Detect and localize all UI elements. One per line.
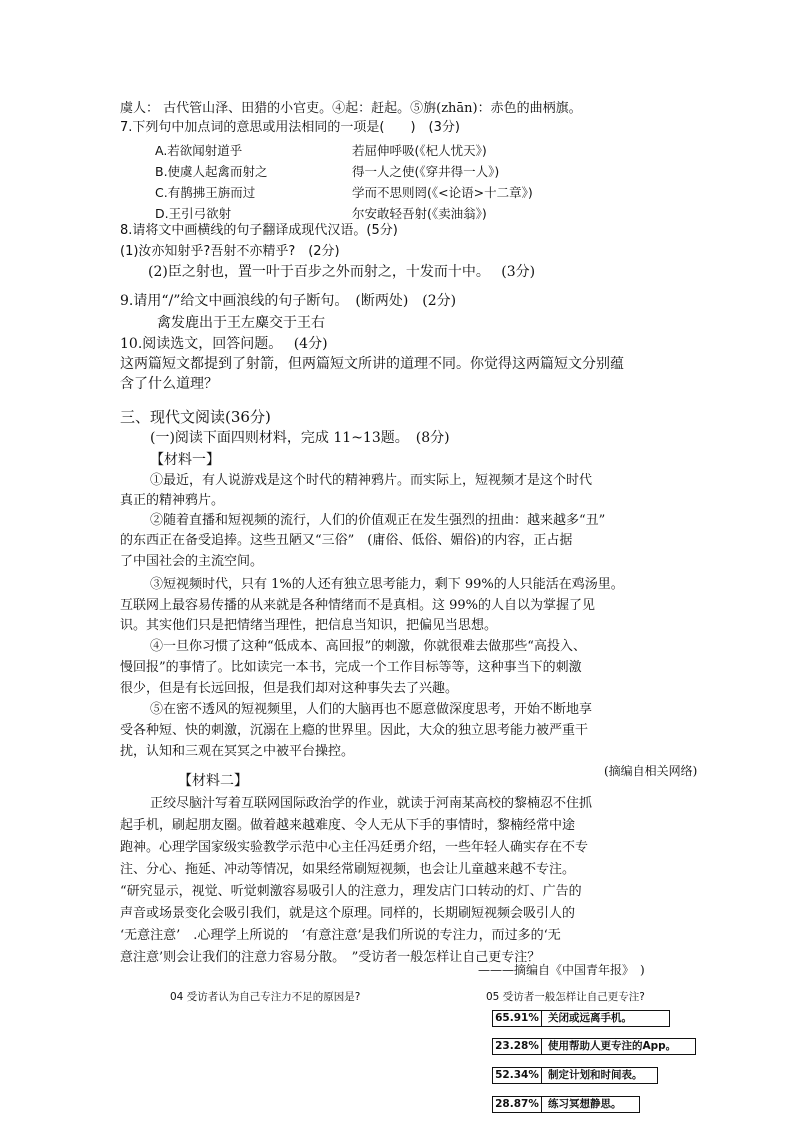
text-line: 慢回报”的事情了。比如读完一本书，完成一个工作目标等等，这种事当下的刺激: [120, 660, 582, 675]
text-line: 正绞尽脑汁写着互联网国际政治学的作业，就读于河南某高校的黎楠忍不住抓: [150, 796, 593, 811]
survey-item-percent: 23.28%: [492, 1038, 542, 1055]
survey-item: [492, 1067, 658, 1084]
text-line: 这两篇短文都提到了射箭，但两篇短文所讲的道理不同。你觉得这两篇短文分别蕴: [120, 356, 624, 372]
text-line: 8.请将文中画横线的句子翻译成现代汉语。(5分): [120, 223, 398, 238]
option-b-left: B.使虞人起禽而射之: [155, 164, 268, 179]
survey-item: [492, 1096, 640, 1113]
text-line: 起手机，刷起朋友圈。做着越来越难度、令人无从下手的事情时，黎楠经常中途: [120, 818, 576, 833]
material-two-source: ———摘编自《中国青年报》 ): [478, 963, 645, 977]
survey-question-04: 04 受访者认为自己专注力不足的原因是?: [170, 991, 361, 1003]
text-line: 互联网上最容易传播的从来就是各种情绪而不是真相。这 99%的人自以为掌握了见: [120, 598, 596, 613]
option-c-right: 学而不思则罔(《<论语>十二章》): [352, 185, 533, 200]
text-line: ⑤在密不透风的短视频里，人们的大脑再也不愿意做深度思考，开始不断地享: [150, 702, 593, 717]
survey-question-05: 05 受访者一般怎样让自己更专注?: [486, 991, 645, 1003]
survey-item-label: 关闭或远离手机。: [542, 1010, 670, 1027]
text-line: 注、分心、拖延、冲动等情况，如果经常刷短视频，也会让儿童越来越不专注。: [120, 862, 576, 877]
option-a-left: A.若欲闻射道乎: [155, 143, 243, 158]
text-line: ①最近，有人说游戏是这个时代的精神鸦片。而实际上，短视频才是这个时代: [150, 473, 593, 488]
survey-item-label: 使用帮助人更专注的App。: [542, 1038, 696, 1055]
text-line: 很少，但是有长远回报，但是我们却对这种事失去了兴趣。: [120, 681, 459, 696]
option-d-left: D.王引弓欲射: [155, 206, 232, 221]
option-a-right: 若屈伸呼吸(《杞人忧天》): [352, 143, 487, 158]
text-line: ③短视频时代，只有 1%的人还有独立思考能力，剩下 99%的人只能活在鸡汤里。: [150, 577, 624, 592]
text-line: 受各种短、快的刺激，沉溺在上瘾的世界里。因此，大众的独立思考能力被严重干: [120, 723, 589, 738]
text-line: (2)臣之射也，置一叶于百步之外而射之，十发而十中。 (3分): [148, 264, 536, 280]
text-line: 禽发鹿出于王左麋交于王右: [157, 315, 325, 331]
text-line: (1)汝亦知射乎?吾射不亦精乎? (2分): [120, 244, 340, 259]
text-line: 真正的精神鸦片。: [120, 493, 225, 508]
text-line: 虞人： 古代管山泽、田猎的小官吏。④起：赶起。⑤旃(zhān)：赤色的曲柄旗。: [120, 101, 582, 116]
text-line: (一)阅读下面四则材料，完成 11~13题。 (8分): [150, 430, 450, 446]
text-line: 意注意’则会让我们的注意力容易分散。 ”受访者一般怎样让自己更专注？: [120, 950, 541, 965]
option-c-left: C.有鹊拂王旃而过: [155, 185, 256, 200]
survey-item-percent: 65.91%: [492, 1010, 542, 1027]
text-line: 了中国社会的主流空间。: [120, 554, 264, 569]
text-line: ‘无意注意’ .心理学上所说的 ‘有意注意’是我们所说的专注力，而过多的‘无: [120, 928, 561, 943]
text-line: 跑神。心理学国家级实验教学示范中心主任冯廷勇介绍，一些年轻人确实存在不专: [120, 840, 589, 855]
text-line: 【材料一】: [150, 452, 220, 468]
option-d-right: 尔安敢轻吾射(《卖油翁》): [352, 206, 487, 221]
material-one-source: (摘编自相关网络): [604, 764, 698, 778]
survey-item-percent: 28.87%: [492, 1096, 542, 1113]
survey-item: [492, 1010, 670, 1027]
text-line: 的东西正在备受追捧。这些丑陋又“三俗” (庸俗、低俗、媚俗)的内容，正占据: [120, 533, 573, 548]
text-line: 三、现代文阅读(36分): [120, 408, 271, 426]
text-line: ②随着直播和短视频的流行，人们的价值观正在发生强烈的扭曲：越来越多“丑”: [150, 513, 606, 528]
survey-item-label: 制定计划和时间表。: [542, 1067, 658, 1084]
survey-item-percent: 52.34%: [492, 1067, 542, 1084]
text-line: 【材料二】: [178, 773, 248, 789]
option-b-right: 得一人之使(《穿井得一人》): [352, 164, 500, 179]
text-line: 扰，认知和三观在冥冥之中被平台操控。: [120, 744, 355, 759]
text-line: 9.请用“/”给文中画浪线的句子断句。 (断两处) (2分): [120, 293, 457, 309]
survey-item-label: 练习冥想静思。: [542, 1096, 640, 1113]
text-line: ④一旦你习惯了这种“低成本、高回报”的刺激，你就很难去做那些“高投入、: [150, 639, 586, 654]
text-line: 含了什么道理？: [120, 376, 218, 392]
text-line: “研究显示，视觉、听觉刺激容易吸引人的注意力，理发店门口转动的灯、广告的: [120, 884, 582, 899]
text-line: 声音或场景变化会吸引我们，就是这个原理。同样的，长期刷短视频会吸引人的: [120, 906, 576, 921]
text-line: 7.下列句中加点词的意思或用法相同的一项是( ) (3分): [120, 120, 460, 135]
survey-item: [492, 1038, 696, 1055]
text-line: 10.阅读选文，回答问题。 (4分): [120, 336, 328, 352]
text-line: 识。其实他们只是把情绪当理性，把信息当知识，把偏见当思想。: [120, 618, 498, 633]
